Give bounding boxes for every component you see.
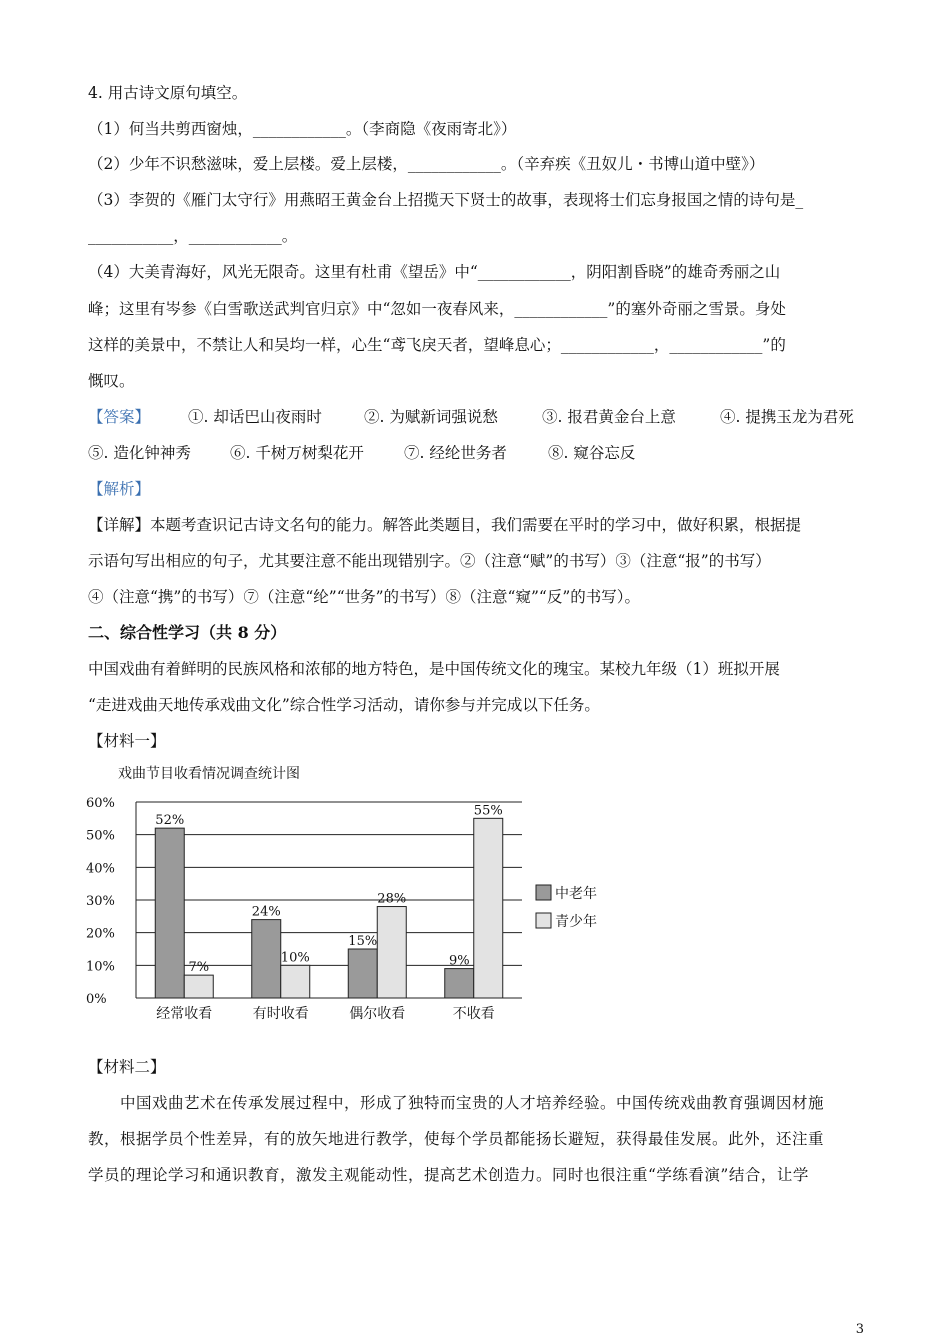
data-label: 9% <box>448 953 470 969</box>
y-tick-label: 20% <box>86 926 115 942</box>
q4-line-3b: ___________，____________。 <box>88 227 298 245</box>
bar-youth <box>281 965 310 998</box>
answer-item: ⑥. 千树万树梨花开 <box>230 444 364 462</box>
q4-line-2: （2）少年不识愁滋味，爱上层楼。爱上层楼，____________。（辛弃疾《丑奴儿・书博山道中壁》） <box>88 155 765 173</box>
answer-item: ②. 为赋新词强说愁 <box>364 408 498 426</box>
answer-item: ①. 却话巴山夜雨时 <box>188 408 322 426</box>
section-2-intro-2: “走进戏曲天地传承戏曲文化”综合性学习活动，请你参与并完成以下任务。 <box>88 696 600 714</box>
x-tick-label: 有时收看 <box>252 1006 309 1022</box>
data-label: 15% <box>348 934 378 949</box>
x-tick-label: 经常收看 <box>156 1006 213 1022</box>
data-label: 55% <box>473 803 503 819</box>
legend-swatch <box>536 913 551 928</box>
bar-youth <box>474 818 503 998</box>
q4-title: 4. 用古诗文原句填空。 <box>88 84 248 102</box>
material-2-line-2: 教，根据学员个性差异，有的放矢地进行教学，使每个学员都能扬长避短，获得最佳发展。此外，还注重 <box>88 1130 825 1148</box>
viewing-survey-bar-chart <box>86 760 646 1030</box>
data-label: 10% <box>280 950 310 966</box>
q4-line-4d: 慨叹。 <box>88 372 135 390</box>
answer-item: ⑤. 造化钟神秀 <box>88 444 191 462</box>
q4-line-3a: （3）李贺的《雁门太守行》用燕昭王黄金台上招揽天下贤士的故事，表现将士们忘身报国之情的诗句是_ <box>88 191 804 209</box>
legend-swatch <box>536 885 551 900</box>
analysis-line-1: 【详解】本题考查识记古诗文名句的能力。解答此类题目，我们需要在平时的学习中，做好积累，根据提 <box>88 516 802 534</box>
bar-middle-aged <box>445 969 474 998</box>
bar-middle-aged <box>155 828 184 998</box>
data-label: 7% <box>188 960 210 976</box>
page-number: 3 <box>855 1322 864 1337</box>
material-2-label: 【材料二】 <box>88 1058 166 1076</box>
bar-middle-aged <box>252 920 281 998</box>
y-tick-label: 50% <box>86 828 115 844</box>
y-tick-label: 60% <box>86 796 115 811</box>
y-tick-label: 0% <box>86 992 107 1007</box>
q4-line-4a: （4）大美青海好，风光无限奇。这里有杜甫《望岳》中“____________，阴阳割昏晓”的雄奇秀丽之山 <box>88 263 781 281</box>
q4-line-1: （1）何当共剪西窗烛，____________。（李商隐《夜雨寄北》） <box>88 120 517 138</box>
section-2-heading: 二、综合性学习（共 8 分） <box>88 623 287 642</box>
data-label: 52% <box>155 813 185 829</box>
material-2-line-3: 学员的理论学习和通识教育，激发主观能动性，提高艺术创造力。同时也很注重“学练看演”结合，让学 <box>88 1166 809 1184</box>
y-tick-label: 10% <box>86 959 115 975</box>
bar-youth <box>377 907 406 998</box>
q4-line-4c: 这样的美景中，不禁让人和吴均一样，心生“鸢飞戾天者，望峰息心；____________，____________”的 <box>88 336 786 354</box>
section-2-intro-1: 中国戏曲有着鲜明的民族风格和浓郁的地方特色，是中国传统文化的瑰宝。某校九年级（1）班拟开展 <box>88 660 780 678</box>
y-tick-label: 40% <box>86 861 115 877</box>
analysis-line-3: ④（注意“携”的书写）⑦（注意“纶”“世务”的书写）⑧（注意“窥”“反”的书写）。 <box>88 588 640 606</box>
x-tick-label: 偶尔收看 <box>349 1006 406 1022</box>
answer-item: ⑧. 窥谷忘反 <box>548 444 636 462</box>
material-1-label: 【材料一】 <box>88 732 166 750</box>
legend-label: 青少年 <box>555 914 597 930</box>
answer-label: 【答案】 <box>88 408 151 426</box>
material-2-line-1: 中国戏曲艺术在传承发展过程中，形成了独特而宝贵的人才培养经验。中国传统戏曲教育强调因材施 <box>120 1094 825 1112</box>
chart-title: 戏曲节目收看情况调查统计图 <box>118 766 300 782</box>
y-tick-label: 30% <box>86 894 115 909</box>
q4-line-4b: 峰；这里有岑参《白雪歌送武判官归京》中“忽如一夜春风来，____________”的塞外奇丽之雪景。身处 <box>88 300 786 318</box>
answer-item: ④. 提携玉龙为君死 <box>720 408 854 426</box>
answer-item: ⑦. 经纶世务者 <box>404 444 507 462</box>
data-label: 28% <box>377 891 407 907</box>
analysis-line-2: 示语句写出相应的句子，尤其要注意不能出现错别字。②（注意“赋”的书写）③（注意“报”的书写） <box>88 552 771 570</box>
analysis-label: 【解析】 <box>88 480 151 498</box>
bar-middle-aged <box>348 949 377 998</box>
answer-item: ③. 报君黄金台上意 <box>542 408 676 426</box>
legend-label: 中老年 <box>555 886 597 902</box>
x-tick-label: 不收看 <box>452 1006 495 1022</box>
bar-youth <box>184 975 213 998</box>
data-label: 24% <box>251 904 281 920</box>
